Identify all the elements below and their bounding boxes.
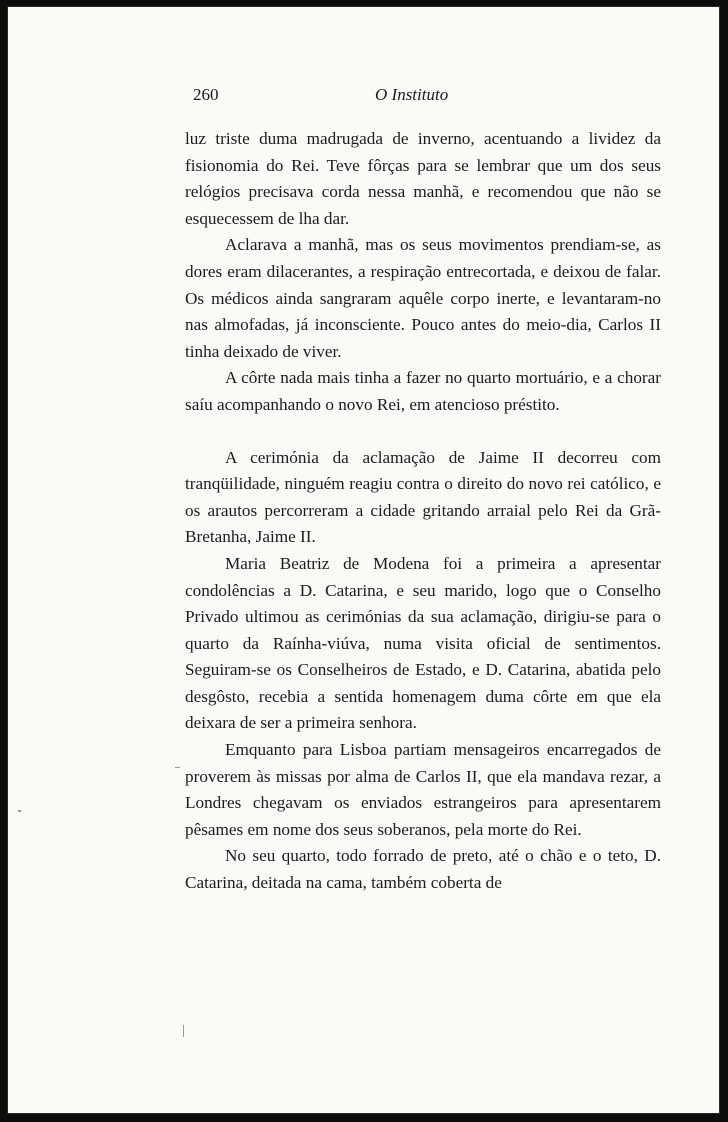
page-number: 260: [193, 85, 219, 104]
book-page: [7, 6, 720, 1114]
scan-speck: [18, 810, 21, 812]
paragraph: Maria Beatriz de Modena foi a primeira a apresentar condolências a D. Catarina, e seu marido, logo que o Conselho Privado ultimou as cerimónias da sua aclamação, dirigiu-se para o quarto da Raínha-viúva, numa visita oficial de sentimentos. Seguiram-se os Conselheiros de Estado, e D. Catarina, abatida pelo desgôsto, recebia a sentida homenagem duma côrte em que ela deixara de ser a primeira senhora.: [185, 553, 661, 733]
scan-speck: [175, 767, 180, 768]
paragraph: Emquanto para Lisboa partiam mensageiros encarregados de proverem às missas por alma de Carlos II, que ela mandava rezar, a Londres chegavam os enviados estrangeiros para apresentarem pêsames em nome dos seus soberanos, pela morte do Rei.: [185, 740, 661, 839]
body-text: [185, 126, 661, 897]
paragraph: Aclarava a manhã, mas os seus movimentos prendiam-se, as dores eram dilacerantes, a respiração entrecortada, e deixou de falar. Os médicos ainda sangraram aquêle corpo inerte, e levantaram-no nas almofadas, já inconsciente. Pouco antes do meio-dia, Carlos II tinha deixado de viver.: [185, 235, 661, 361]
scan-speck: [183, 1025, 184, 1037]
section-break: [185, 419, 661, 445]
paragraph: A cerimónia da aclamação de Jaime II decorreu com tranqüilidade, ninguém reagiu contra o direito do novo rei católico, e os arautos percorreram a cidade gritando arraial pelo Rei da Grã-Bretanha, Jaime II.: [185, 447, 661, 547]
page-header: [185, 85, 661, 109]
paragraph: luz triste duma madrugada de inverno, acentuando a lividez da fisionomia do Rei. Teve fôrças para se lembrar que um dos seus relógios precisava corda nessa manhã, e recomendou que não se esquecessem de lha dar.: [185, 129, 661, 228]
paragraph: No seu quarto, todo forrado de preto, até o chão e o teto, D. Catarina, deitada na cama, também coberta de: [185, 846, 661, 893]
running-title: O Instituto: [375, 85, 449, 104]
paragraph: A côrte nada mais tinha a fazer no quarto mortuário, e a chorar saíu acompanhando o novo Rei, em atencioso préstito.: [185, 368, 661, 414]
